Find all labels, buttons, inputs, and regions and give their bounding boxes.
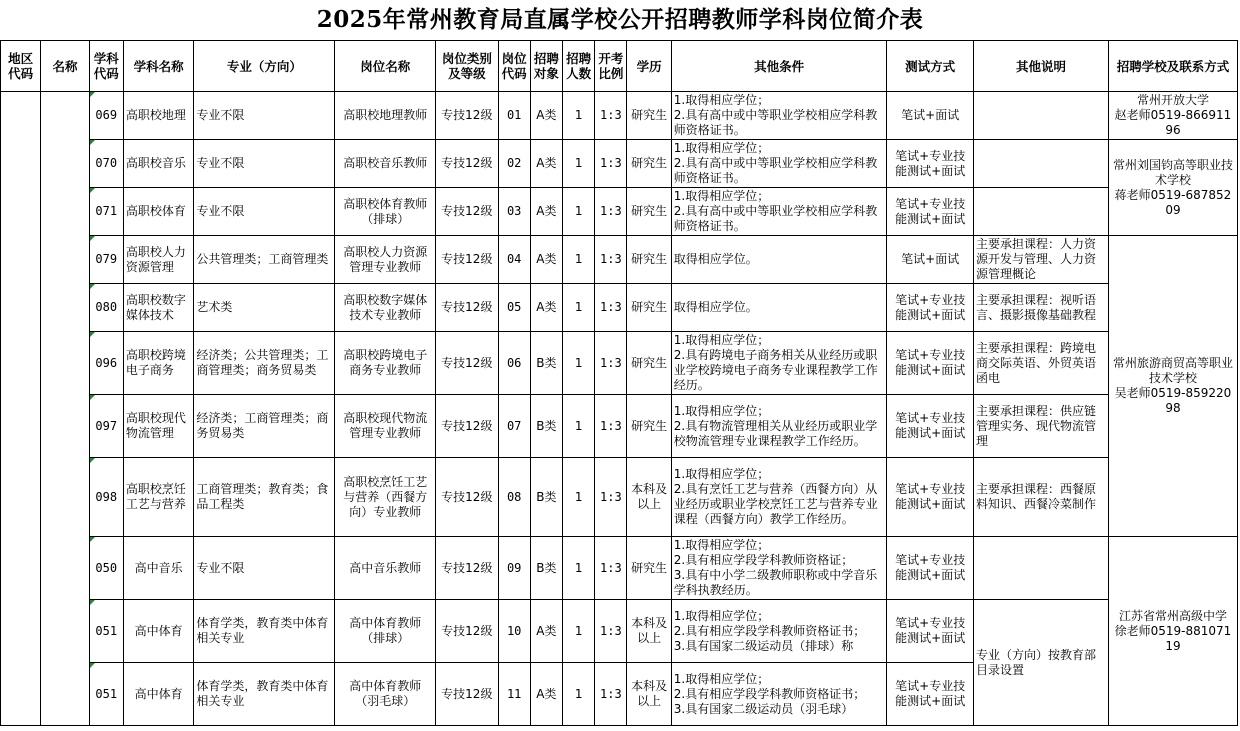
subject-code-cell: 097 [89, 395, 123, 458]
header-cell: 其他条件 [671, 41, 887, 92]
header-cell: 开考比例 [595, 41, 627, 92]
post-code-cell: 07 [498, 395, 530, 458]
conditions-cell: 取得相应学位。 [671, 284, 887, 332]
headcount-cell: 1 [563, 140, 595, 188]
subject-code-cell: 096 [89, 332, 123, 395]
notes-cell [973, 92, 1108, 140]
header-cell: 测试方式 [887, 41, 974, 92]
post-name-cell: 高职校人力资源管理专业教师 [335, 236, 436, 284]
conditions-cell: 1.取得相应学位； 2.具有相应学段学科教师资格证； 3.具有中小学二级教师职称或中学音乐学科执教经历。 [671, 537, 887, 600]
subject-code-cell: 051 [89, 600, 123, 663]
target-cell: A类 [530, 92, 562, 140]
header-cell: 学科名称 [123, 41, 194, 92]
post-grade-cell: 专技12级 [436, 663, 498, 726]
target-cell: B类 [530, 458, 562, 537]
subject-name-cell: 高职校地理 [123, 92, 194, 140]
table-row [1, 140, 1238, 188]
ratio-cell: 1:3 [595, 537, 627, 600]
table-row [1, 600, 1238, 663]
table-row [1, 236, 1238, 284]
headcount-cell: 1 [563, 284, 595, 332]
post-code-cell: 04 [498, 236, 530, 284]
post-grade-cell: 专技12级 [436, 600, 498, 663]
target-cell: A类 [530, 140, 562, 188]
subject-code-cell: 069 [89, 92, 123, 140]
post-name-cell: 高中音乐教师 [335, 537, 436, 600]
subject-name-cell: 高中体育 [123, 663, 194, 726]
post-name-cell: 高中体育教师（排球） [335, 600, 436, 663]
education-cell: 研究生 [627, 188, 671, 236]
positions-table [0, 40, 1238, 726]
headcount-cell: 1 [563, 92, 595, 140]
target-cell: B类 [530, 395, 562, 458]
subject-name-cell: 高中体育 [123, 600, 194, 663]
target-cell: B类 [530, 537, 562, 600]
major-cell: 公共管理类；工商管理类 [194, 236, 335, 284]
major-cell: 体育学类，教育类中体育相关专业 [194, 600, 335, 663]
conditions-cell: 1.取得相应学位； 2.具有跨境电子商务相关从业经历或职业学校跨境电子商务专业课程教学工作经历。 [671, 332, 887, 395]
notes-cell: 主要承担课程：跨境电商交际英语、外贸英语函电 [973, 332, 1108, 395]
headcount-cell: 1 [563, 395, 595, 458]
post-code-cell: 06 [498, 332, 530, 395]
header-row [1, 41, 1238, 92]
ratio-cell: 1:3 [595, 92, 627, 140]
subject-code-cell: 071 [89, 188, 123, 236]
headcount-cell: 1 [563, 537, 595, 600]
post-code-cell: 05 [498, 284, 530, 332]
subject-name-cell: 高职校烹饪工艺与营养 [123, 458, 194, 537]
conditions-cell: 1.取得相应学位； 2.具有高中或中等职业学校相应学科教师资格证书。 [671, 188, 887, 236]
school-contact-cell: 江苏省常州高级中学 徐老师0519-88107119 [1108, 537, 1237, 726]
region-code-cell [1, 92, 41, 726]
test-method-cell: 笔试+专业技能测试+面试 [887, 458, 974, 537]
subject-name-cell: 高职校人力资源管理 [123, 236, 194, 284]
notes-cell: 主要承担课程：人力资源开发与管理、人力资源管理概论 [973, 236, 1108, 284]
notes-cell: 主要承担课程：供应链管理实务、现代物流管理 [973, 395, 1108, 458]
target-cell: B类 [530, 332, 562, 395]
education-cell: 研究生 [627, 332, 671, 395]
header-cell: 岗位代码 [498, 41, 530, 92]
conditions-cell: 1.取得相应学位； 2.具有高中或中等职业学校相应学科教师资格证书。 [671, 140, 887, 188]
test-method-cell: 笔试+专业技能测试+面试 [887, 663, 974, 726]
conditions-cell: 取得相应学位。 [671, 236, 887, 284]
post-grade-cell: 专技12级 [436, 332, 498, 395]
major-cell: 专业不限 [194, 140, 335, 188]
headcount-cell: 1 [563, 332, 595, 395]
region-name-cell [41, 92, 89, 726]
table-row [1, 395, 1238, 458]
subject-code-cell: 070 [89, 140, 123, 188]
ratio-cell: 1:3 [595, 458, 627, 537]
education-cell: 本科及以上 [627, 600, 671, 663]
post-grade-cell: 专技12级 [436, 92, 498, 140]
post-grade-cell: 专技12级 [436, 537, 498, 600]
subject-code-cell: 079 [89, 236, 123, 284]
post-name-cell: 高职校数字媒体技术专业教师 [335, 284, 436, 332]
major-cell: 经济类；公共管理类；工商管理类；商务贸易类 [194, 332, 335, 395]
major-cell: 艺术类 [194, 284, 335, 332]
headcount-cell: 1 [563, 188, 595, 236]
ratio-cell: 1:3 [595, 236, 627, 284]
post-code-cell: 10 [498, 600, 530, 663]
ratio-cell: 1:3 [595, 332, 627, 395]
post-grade-cell: 专技12级 [436, 395, 498, 458]
header-cell: 学历 [627, 41, 671, 92]
subject-name-cell: 高中音乐 [123, 537, 194, 600]
ratio-cell: 1:3 [595, 284, 627, 332]
post-name-cell: 高职校地理教师 [335, 92, 436, 140]
subject-code-cell: 050 [89, 537, 123, 600]
table-row [1, 537, 1238, 600]
test-method-cell: 笔试+面试 [887, 236, 974, 284]
test-method-cell: 笔试+专业技能测试+面试 [887, 600, 974, 663]
subject-name-cell: 高职校音乐 [123, 140, 194, 188]
post-grade-cell: 专技12级 [436, 458, 498, 537]
target-cell: A类 [530, 600, 562, 663]
subject-name-cell: 高职校数字媒体技术 [123, 284, 194, 332]
major-cell: 专业不限 [194, 92, 335, 140]
education-cell: 研究生 [627, 236, 671, 284]
test-method-cell: 笔试+专业技能测试+面试 [887, 537, 974, 600]
school-contact-cell: 常州刘国钧高等职业技术学校 蒋老师0519-68785209 [1108, 140, 1237, 236]
header-cell: 岗位名称 [335, 41, 436, 92]
subject-name-cell: 高职校跨境电子商务 [123, 332, 194, 395]
post-code-cell: 08 [498, 458, 530, 537]
table-row [1, 458, 1238, 537]
header-cell: 学科代码 [89, 41, 123, 92]
education-cell: 研究生 [627, 395, 671, 458]
post-grade-cell: 专技12级 [436, 188, 498, 236]
table-row [1, 92, 1238, 140]
post-code-cell: 11 [498, 663, 530, 726]
major-cell: 经济类；工商管理类；商务贸易类 [194, 395, 335, 458]
header-cell: 招聘学校及联系方式 [1108, 41, 1237, 92]
test-method-cell: 笔试+专业技能测试+面试 [887, 188, 974, 236]
ratio-cell: 1:3 [595, 600, 627, 663]
major-cell: 体育学类，教育类中体育相关专业 [194, 663, 335, 726]
post-code-cell: 02 [498, 140, 530, 188]
test-method-cell: 笔试+专业技能测试+面试 [887, 284, 974, 332]
education-cell: 本科及以上 [627, 663, 671, 726]
table-row [1, 332, 1238, 395]
target-cell: A类 [530, 284, 562, 332]
page-title: 2025年常州教育局直属学校公开招聘教师学科岗位简介表 [316, 6, 924, 33]
ratio-cell: 1:3 [595, 140, 627, 188]
table-row [1, 188, 1238, 236]
target-cell: A类 [530, 236, 562, 284]
ratio-cell: 1:3 [595, 663, 627, 726]
education-cell: 研究生 [627, 92, 671, 140]
post-code-cell: 03 [498, 188, 530, 236]
target-cell: A类 [530, 663, 562, 726]
education-cell: 研究生 [627, 284, 671, 332]
ratio-cell: 1:3 [595, 395, 627, 458]
education-cell: 研究生 [627, 537, 671, 600]
header-cell: 其他说明 [973, 41, 1108, 92]
post-code-cell: 01 [498, 92, 530, 140]
headcount-cell: 1 [563, 458, 595, 537]
post-name-cell: 高职校跨境电子商务专业教师 [335, 332, 436, 395]
conditions-cell: 1.取得相应学位； 2.具有相应学段学科教师资格证书； 3.具有国家二级运动员（羽毛球） [671, 663, 887, 726]
test-method-cell: 笔试+专业技能测试+面试 [887, 395, 974, 458]
header-cell: 地区代码 [1, 41, 41, 92]
post-grade-cell: 专技12级 [436, 140, 498, 188]
table-row [1, 284, 1238, 332]
subject-name-cell: 高职校现代物流管理 [123, 395, 194, 458]
major-cell: 专业不限 [194, 537, 335, 600]
subject-name-cell: 高职校体育 [123, 188, 194, 236]
header-cell: 招聘人数 [563, 41, 595, 92]
notes-cell [973, 537, 1108, 600]
header-cell: 岗位类别及等级 [436, 41, 498, 92]
post-name-cell: 高职校烹饪工艺与营养（西餐方向）专业教师 [335, 458, 436, 537]
header-cell: 招聘对象 [530, 41, 562, 92]
post-name-cell: 高中体育教师（羽毛球） [335, 663, 436, 726]
ratio-cell: 1:3 [595, 188, 627, 236]
subject-code-cell: 051 [89, 663, 123, 726]
subject-code-cell: 098 [89, 458, 123, 537]
notes-cell: 主要承担课程：西餐原料知识、西餐冷菜制作 [973, 458, 1108, 537]
post-name-cell: 高职校音乐教师 [335, 140, 436, 188]
education-cell: 研究生 [627, 140, 671, 188]
test-method-cell: 笔试+面试 [887, 92, 974, 140]
notes-cell: 专业（方向）按教育部目录设置 [973, 600, 1108, 726]
target-cell: A类 [530, 188, 562, 236]
post-name-cell: 高职校现代物流管理专业教师 [335, 395, 436, 458]
notes-cell [973, 140, 1108, 188]
school-contact-cell: 常州开放大学 赵老师0519-86691196 [1108, 92, 1237, 140]
education-cell: 本科及以上 [627, 458, 671, 537]
headcount-cell: 1 [563, 236, 595, 284]
conditions-cell: 1.取得相应学位； 2.具有物流管理相关从业经历或职业学校物流管理专业课程教学工作经历。 [671, 395, 887, 458]
school-contact-cell: 常州旅游商贸高等职业技术学校 吴老师0519-85922098 [1108, 236, 1237, 537]
header-cell: 名称 [41, 41, 89, 92]
conditions-cell: 1.取得相应学位； 2.具有相应学段学科教师资格证书； 3.具有国家二级运动员（排球）称 [671, 600, 887, 663]
subject-code-cell: 080 [89, 284, 123, 332]
notes-cell [973, 188, 1108, 236]
major-cell: 工商管理类；教育类；食品工程类 [194, 458, 335, 537]
headcount-cell: 1 [563, 663, 595, 726]
conditions-cell: 1.取得相应学位； 2.具有烹饪工艺与营养（西餐方向）从业经历或职业学校烹饪工艺与营养专业课程（西餐方向）教学工作经历。 [671, 458, 887, 537]
test-method-cell: 笔试+专业技能测试+面试 [887, 332, 974, 395]
header-cell: 专业（方向） [194, 41, 335, 92]
test-method-cell: 笔试+专业技能测试+面试 [887, 140, 974, 188]
notes-cell: 主要承担课程：视听语言、摄影摄像基础教程 [973, 284, 1108, 332]
post-name-cell: 高职校体育教师（排球） [335, 188, 436, 236]
post-code-cell: 09 [498, 537, 530, 600]
post-grade-cell: 专技12级 [436, 236, 498, 284]
conditions-cell: 1.取得相应学位； 2.具有高中或中等职业学校相应学科教师资格证书。 [671, 92, 887, 140]
headcount-cell: 1 [563, 600, 595, 663]
post-grade-cell: 专技12级 [436, 284, 498, 332]
major-cell: 专业不限 [194, 188, 335, 236]
